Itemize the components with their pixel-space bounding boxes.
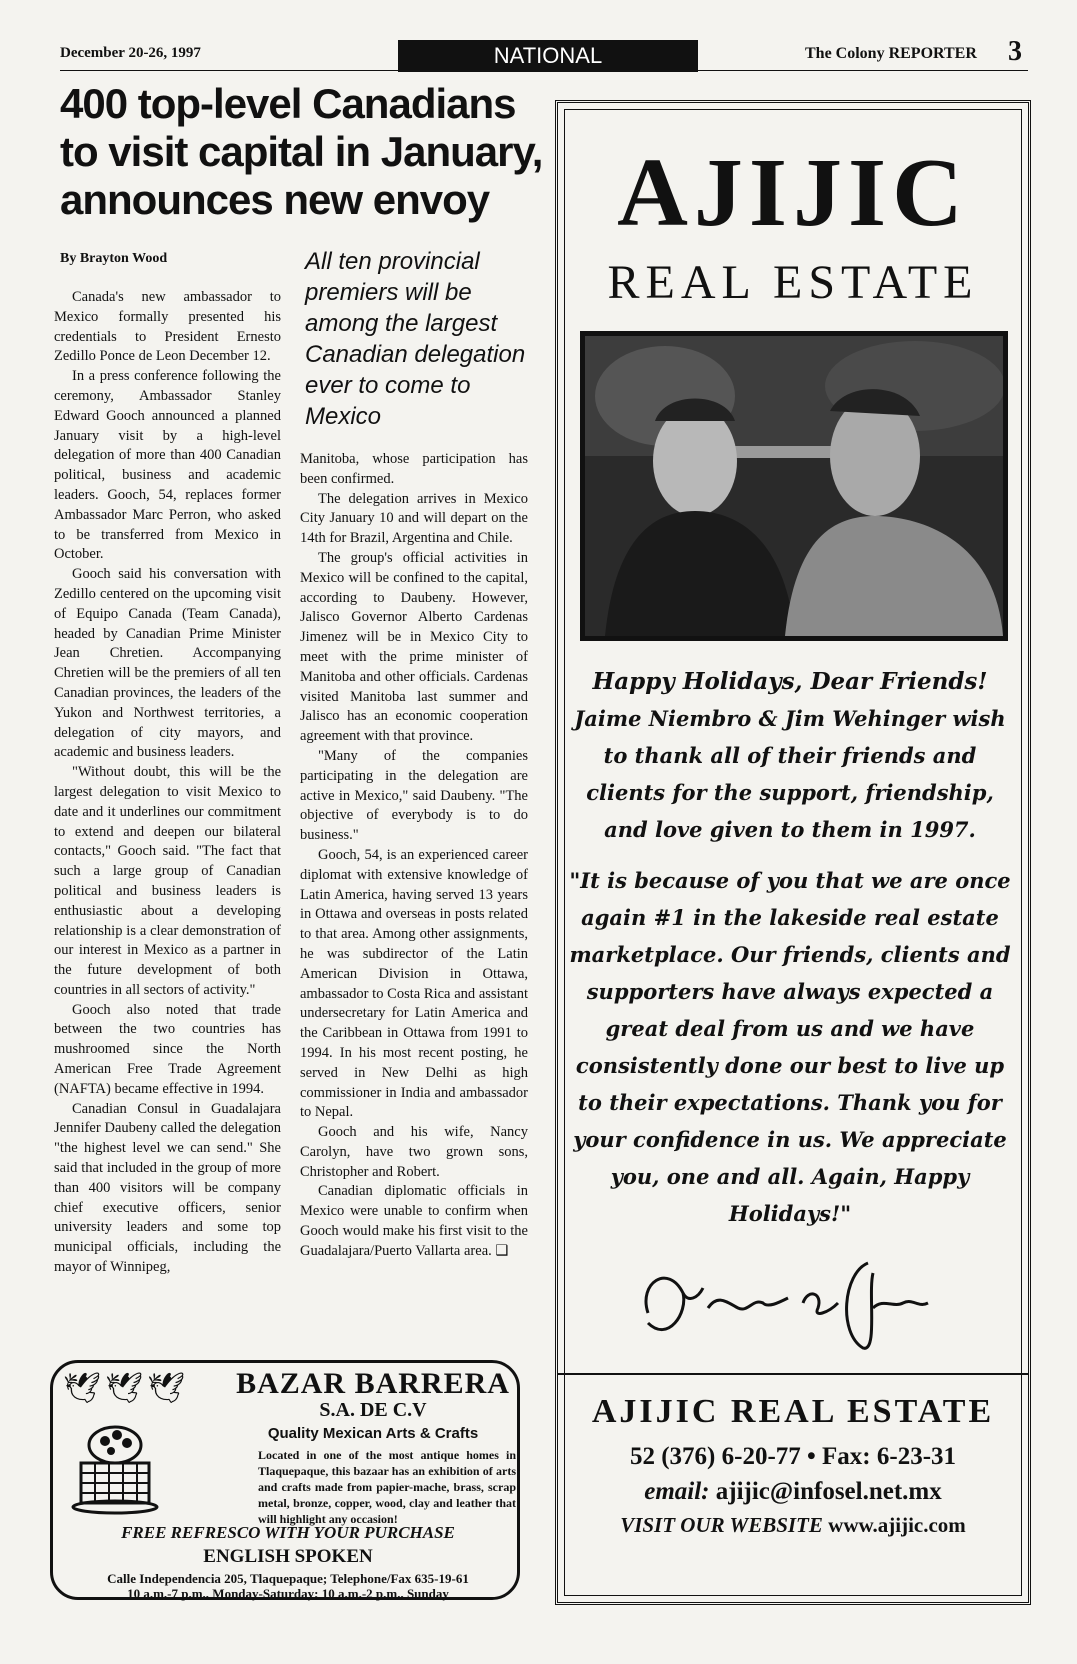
thanks-message: Jaime Niembro & Jim Wehinger wish to thank all of their friends and clients for the support, friendship, and love given to them in 1997. — [574, 706, 1006, 842]
pull-quote: All ten provincial premiers will be among the largest Canadian delegation ever to come to Mexico — [305, 248, 526, 430]
article-column-1 — [54, 288, 281, 1278]
website-label: VISIT OUR WEBSITE — [620, 1513, 823, 1537]
phone-fax: 52 (376) 6-20-77 • Fax: 6-23-31 — [629, 1443, 957, 1470]
bazar-company: S.A. DE C.V — [319, 1399, 427, 1421]
paper-name: The Colony REPORTER — [805, 45, 977, 62]
quote-message: "It is because of you that we are once again #1 in the lakeside real estate marketplace. Our friends, clients and supporters have always expected a great deal from us and we have consistently done our best to live up to their expectations. Thank you for your confidence in us. We appreciate you, one and all. Again, Happy Holidays!" — [569, 868, 1011, 1226]
agents-photo — [580, 331, 1008, 641]
bazar-barrera-ad — [50, 1360, 520, 1600]
holiday-message — [568, 663, 1012, 1232]
website-line — [558, 1513, 1028, 1538]
paragraph: "Many of the companies participating in the delegation are active in Mexico," said Daubeny. "The objective of everybody is to do business." — [300, 747, 528, 844]
article-headline: 400 top-level Canadians to visit capital in January, announces new envoy — [60, 80, 543, 223]
email-label: email: — [644, 1478, 710, 1505]
article-byline: By Brayton Wood — [60, 251, 168, 266]
section-banner: NATIONAL — [398, 40, 698, 72]
basket-icon — [69, 1415, 161, 1515]
bazar-hours: 10 a.m.-7 p.m., Monday-Saturday; 10 a.m.-2 p.m., Sunday — [127, 1586, 449, 1601]
bazar-address — [63, 1571, 513, 1601]
header-date: December 20-26, 1997 — [60, 45, 201, 61]
paragraph: Gooch also noted that trade between the two countries has mushroomed since the North American Free Trade Agreement (NAFTA) became effective in 1994. — [54, 1001, 281, 1097]
ad-title: AJIJIC — [617, 139, 969, 247]
bazar-address-line: Calle Independencia 205, Tlaquepaque; Telephone/Fax 635-19-61 — [107, 1571, 469, 1586]
article-column-2 — [300, 450, 528, 1262]
paragraph: Gooch and his wife, Nancy Carolyn, have two grown sons, Christopher and Robert. — [300, 1124, 528, 1180]
email-line — [558, 1478, 1028, 1506]
bazar-offer: FREE REFRESCO WITH YOUR PURCHASE — [121, 1523, 455, 1542]
bazar-language: ENGLISH SPOKEN — [203, 1546, 373, 1567]
spacer — [568, 848, 1012, 862]
paragraph: In a press conference following the ceremony, Ambassador Stanley Edward Gooch announced a planned January visit by a high-level delegation of more than 400 Canadian political, business and academic leaders. Gooch, 54, replaces former Ambassador Marc Perron, who asked to be transferred from Mexico in October. — [54, 368, 281, 563]
website-url: www.ajijic.com — [828, 1513, 966, 1537]
paragraph: Canadian Consul in Guadalajara Jennifer Daubeny called the delegation "the highest level we can send." She said that included in the group of more than 400 visitors will be company chief executive officers, senior university leaders and some top municipal officials, including the mayor of Winnipeg, — [54, 1100, 281, 1276]
bazar-description: Located in one of the most antique homes in Tlaquepaque, this bazaar has an exhibition of arts and crafts made from papier-mache, brass, scrap metal, bronze, copper, wood, clay and leather that will highlight any occasion! — [258, 1448, 516, 1526]
paragraph: The delegation arrives in Mexico City January 10 and will depart on the 14th for Brazil, Argentina and Chile. — [300, 490, 528, 547]
ad-subtitle: REAL ESTATE — [607, 256, 979, 309]
ajijic-real-estate-ad — [555, 100, 1031, 1605]
paragraph: Manitoba, whose participation has been confirmed. — [300, 451, 528, 487]
bazar-name: BAZAR BARRERA — [236, 1367, 510, 1400]
paragraph: Gooch, 54, is an experienced career diplomat with extensive knowledge of Latin America, having served 13 years in Ottawa and overseas in posts related to that area. Among other assignments, he was subdirector of the Latin American Division in Ottawa, ambassador to Costa Rica and assistant undersecretary for Latin America and the Caribbean in Ottawa from 1991 to 1994. In his most recent posting, he served in New Delhi as high commissioner in India and ambassador to Nepal. — [300, 846, 528, 1121]
paragraph: The group's official activities in Mexico will be confined to the capital, according to Daubeny. However, Jalisco Governor Alberto Cardenas Jimenez will be in Mexico City to meet with the prime minister of Manitoba and other officials. Cardenas visited Manitoba last summer and Jalisco has an economic cooperation agreement with that province. — [300, 549, 528, 745]
paragraph: Canadian diplomatic officials in Mexico were unable to confirm when Gooch would make his first visit to the Guadalajara/Puerto Vallarta area. ❑ — [300, 1183, 528, 1259]
paragraph: Canada's new ambassador to Mexico formally presented his credentials to President Ernesto Zedillo Ponce de Leon December 12. — [54, 289, 281, 365]
paragraph: "Without doubt, this will be the largest delegation to visit Mexico to date and it underlines our commitment to extend and deepen our bilateral contacts," Gooch said. "The fact that such a large group of Canadian political and business leaders is enthusiastic about a developing relationship is a clear demonstration of our interest in Mexico as a partner in the future development of both countries in all sectors of activity." — [54, 764, 281, 998]
paragraph: Gooch said his conversation with Zedillo centered on the upcoming visit of Equipo Canada (Team Canada), headed by Canadian Prime Minister Jean Chretien. Accompanying Chretien will be the premiers of all ten Canadian provinces, the leaders of the Yukon and Northwest territories, a delegation of city mayors, and academic and business leaders. — [54, 566, 281, 761]
doves-icon: 🕊🕊🕊 — [63, 1372, 190, 1405]
signature-icon — [628, 1253, 948, 1353]
footer-company-name: AJIJIC REAL ESTATE — [591, 1393, 995, 1430]
greeting: Happy Holidays, Dear Friends! — [592, 668, 988, 695]
page-number: 3 — [1008, 36, 1022, 67]
bazar-tagline: Quality Mexican Arts & Crafts — [267, 1425, 479, 1442]
header-rule — [60, 70, 1028, 71]
agents-photo-image — [585, 336, 1003, 636]
email-address: ajijic@infosel.net.mx — [715, 1478, 942, 1505]
footer-rule — [558, 1373, 1028, 1375]
